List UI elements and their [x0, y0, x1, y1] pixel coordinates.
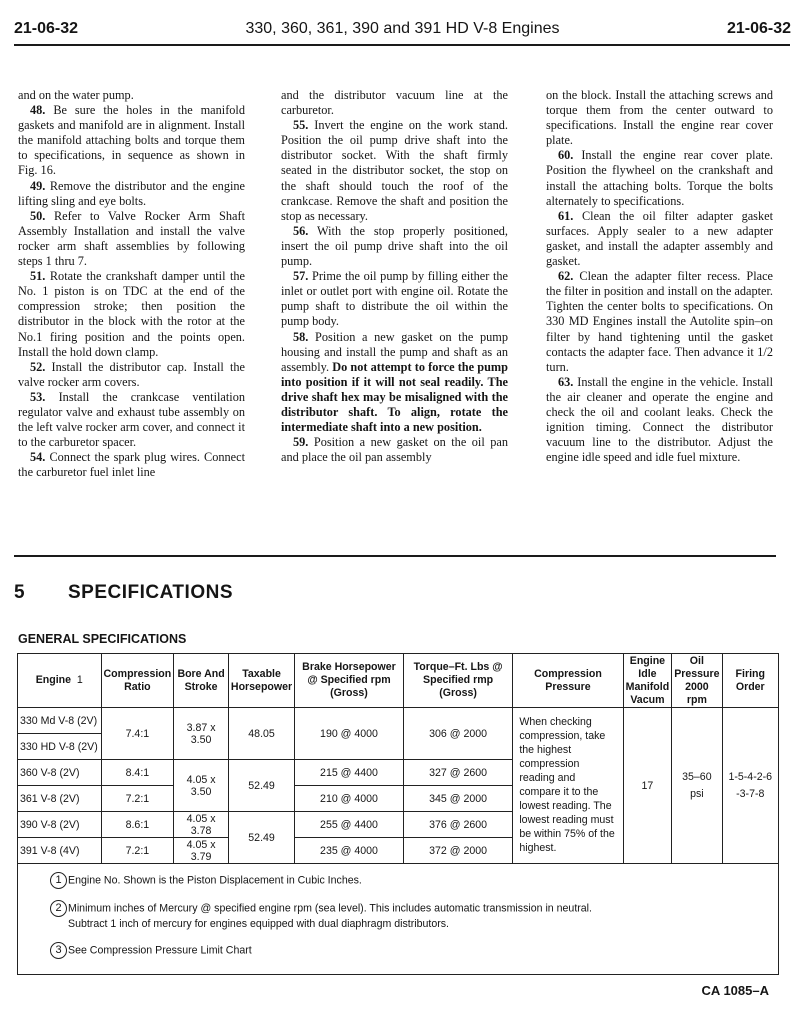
text-column-2 [281, 88, 508, 465]
step-number: 53. [30, 389, 46, 404]
footnote-text: Engine No. Shown is the Piston Displacement in Cubic Inches. [68, 874, 362, 887]
footnote-ref: 1 [76, 674, 83, 686]
step-55 [281, 118, 508, 224]
footnote-text: Subtract 1 inch of mercury for engines equipped with dual diaphragm distributors. [68, 918, 449, 930]
table-footnotes-row [18, 864, 779, 975]
step-text: Connect the spark plug wires. Connect the carburetor fuel inlet line [18, 450, 245, 480]
cell-bore: 4.05 x 3.79 [174, 838, 229, 864]
step-52 [18, 360, 245, 390]
header-rule [14, 44, 790, 46]
cell-taxable: 52.49 [228, 812, 294, 864]
general-specifications-title: GENERAL SPECIFICATIONS [18, 632, 187, 646]
col-header-firing-order: Firing Order [722, 654, 778, 708]
cell-ratio: 8.4:1 [101, 760, 174, 786]
step-text: Refer to Valve Rocker Arm Shaft Assembly Installation and install the valve rocker arm shaft assemblies by following steps 1 thru 7. [18, 208, 245, 269]
step-61 [546, 209, 773, 269]
general-specifications-table [17, 653, 779, 975]
step-49 [18, 179, 245, 209]
cell-brake-hp: 210 @ 4000 [295, 786, 404, 812]
cell-oil-pressure: 35–60 psi [672, 708, 722, 864]
table-row [18, 708, 779, 734]
step-text: Install the crankcase ventilation regulator valve and exhaust tube assembly on the left valve rocker arm cover, and connect it to the carburetor spacer. [18, 389, 245, 450]
cell-torque: 372 @ 2000 [403, 838, 513, 864]
footnote-marker: 1 [50, 872, 67, 889]
cell-engine: 330 HD V-8 (2V) [18, 734, 102, 760]
cell-torque: 376 @ 2600 [403, 812, 513, 838]
cell-firing-order: 1-5-4-2-6-3-7-8 [722, 708, 778, 864]
paragraph: on the block. Install the attaching screws and torque them from the center outward to specifications. Install the engine rear cover plate. [546, 88, 773, 148]
step-63 [546, 375, 773, 466]
col-header-compression-ratio: Compression Ratio [101, 654, 174, 708]
cell-brake-hp: 255 @ 4400 [295, 812, 404, 838]
footnote-1 [50, 872, 778, 889]
cell-compression-note: When checking compression, take the highest compression reading and compare it to the lowest reading. The lowest reading must be within 75% of the highest. [513, 708, 623, 864]
footnote-3 [50, 942, 778, 959]
step-number: 58. [293, 329, 309, 344]
step-48 [18, 103, 245, 178]
cell-taxable: 52.49 [228, 760, 294, 812]
page-number-left: 21-06-32 [14, 20, 79, 37]
footnote-text: Minimum inches of Mercury @ specified engine rpm (sea level). This includes automatic transmission in neutral. [68, 902, 592, 915]
cell-engine: 361 V-8 (2V) [18, 786, 102, 812]
step-51 [18, 269, 245, 360]
step-number: 60. [558, 148, 574, 163]
text-column-3 [546, 88, 773, 465]
col-header-torque: Torque–Ft. Lbs @ Specified rmp (Gross) [403, 654, 513, 708]
step-text: Clean the oil filter adapter gasket surfaces. Apply sealer to a new adapter gasket, and install the adapter assembly and gasket. [546, 208, 773, 269]
cell-brake-hp: 190 @ 4000 [295, 708, 404, 760]
step-56 [281, 224, 508, 269]
table-header-row [18, 654, 779, 708]
cell-engine: 391 V-8 (4V) [18, 838, 102, 864]
cell-ratio: 7.2:1 [101, 838, 174, 864]
figure-code: CA 1085–A [701, 983, 769, 998]
cell-taxable: 48.05 [228, 708, 294, 760]
cell-brake-hp: 215 @ 4400 [295, 760, 404, 786]
step-number: 56. [293, 223, 309, 238]
cell-bore: 4.05 x 3.78 [174, 812, 229, 838]
step-number: 59. [293, 435, 309, 450]
text-column-1 [18, 88, 245, 480]
step-text: Clean the adapter filter recess. Place the filter in position and install on the adapter. Tighten the center bolts to specifications. On 330 MD Engines install the Autolite spin–on filter by hand tightening until the gasket contacts the adapter face. Then advance it 1/2 turn. [546, 269, 773, 374]
col-header-idle-vacuum: Engine Idle Manifold Vacum [623, 654, 672, 708]
step-number: 52. [30, 359, 46, 374]
step-text: Invert the engine on the work stand. Position the oil pump drive shaft into the distributor socket. With the shaft firmly seated in the distributor socket, the stop on the shaft should touch the roof of the crankcase. Remove the shaft and position the stop as necessary. [281, 118, 509, 223]
step-number: 63. [558, 374, 574, 389]
step-62 [546, 269, 773, 375]
cell-torque: 306 @ 2000 [403, 708, 513, 760]
step-text: With the stop properly positioned, insert the oil pump drive shaft into the oil pump. [281, 223, 508, 269]
step-number: 54. [30, 450, 46, 465]
cell-ratio: 8.6:1 [101, 812, 174, 838]
cell-bore: 3.87 x 3.50 [174, 708, 229, 760]
section-title: SPECIFICATIONS [68, 582, 233, 603]
footnote-marker: 2 [50, 900, 67, 917]
section-rule [14, 555, 776, 557]
col-header-engine: Engine 1 [18, 654, 102, 708]
step-text: Position a new gasket on the pump housing and install the pump and shaft as an assembly. [281, 329, 508, 374]
footnote-text: See Compression Pressure Limit Chart [68, 944, 252, 957]
step-number: 61. [558, 208, 574, 223]
cell-engine: 360 V-8 (2V) [18, 760, 102, 786]
step-number: 57. [293, 269, 309, 284]
cell-ratio: 7.4:1 [101, 708, 174, 760]
cell-torque: 327 @ 2600 [403, 760, 513, 786]
footnote-marker: 3 [50, 942, 67, 959]
step-text: Install the distributor cap. Install the valve rocker arm covers. [18, 359, 245, 389]
step-text: Install the engine in the vehicle. Install the air cleaner and operate the engine and check the oil and coolant leaks. Check the ignition timing. Connect the distributor vacuum line to the distributor. Adjust the engine idle speed and idle fuel mixture. [546, 374, 773, 465]
page-number-right: 21-06-32 [726, 20, 791, 37]
step-text: Install the engine rear cover plate. Position the flywheel on the crankshaft and install the attaching bolts. Torque the bolts alternately to specifications. [546, 148, 773, 208]
step-number: 55. [293, 118, 309, 133]
col-header-compression-pressure: Compression Pressure [513, 654, 623, 708]
step-53 [18, 390, 245, 450]
footnote-2 [50, 900, 778, 931]
paragraph: and on the water pump. [18, 88, 134, 102]
cell-bore: 4.05 x 3.50 [174, 760, 229, 812]
cell-ratio: 7.2:1 [101, 786, 174, 812]
page-title: 330, 360, 361, 390 and 391 HD V-8 Engines [245, 20, 560, 37]
cell-idle-vacuum: 17 [623, 708, 672, 864]
step-number: 62. [558, 269, 574, 284]
step-text: Be sure the holes in the manifold gaskets and manifold are in alignment. Install the manifold attaching bolts and torque them to specifications, in sequence as shown in Fig. 16. [18, 103, 245, 178]
step-59 [281, 435, 508, 465]
section-heading [14, 582, 233, 604]
step-text: Rotate the crankshaft damper until the No. 1 piston is on TDC at the end of the compression stroke; then position the distributor in the block with the rotor at the No.1 firing position and the points open. Install the hold down clamp. [18, 269, 245, 359]
table-footnotes [18, 864, 779, 975]
cell-engine: 390 V-8 (2V) [18, 812, 102, 838]
step-text: Remove the distributor and the engine lifting sling and eye bolts. [18, 178, 246, 208]
step-number: 48. [30, 103, 46, 118]
cell-engine: 330 Md V-8 (2V) [18, 708, 102, 734]
caution-text: Do not attempt to force the pump into position if it will not seal readily. The drive shaft hex may be misaligned with the distributor shaft. To align, rotate the intermediate shaft into a new position. [281, 359, 508, 435]
step-60 [546, 148, 773, 208]
step-text: Prime the oil pump by filling either the inlet or outlet port with engine oil. Rotate the pump shaft to distribute the oil within the pump body. [281, 269, 508, 329]
step-number: 49. [30, 178, 46, 193]
paragraph: and the distributor vacuum line at the carburetor. [281, 88, 508, 118]
step-57 [281, 269, 508, 329]
step-54 [18, 450, 245, 480]
cell-brake-hp: 235 @ 4000 [295, 838, 404, 864]
section-number: 5 [14, 582, 26, 603]
step-text: Position a new gasket on the oil pan and place the oil pan assembly [281, 435, 508, 465]
step-number: 50. [30, 208, 46, 223]
step-number: 51. [30, 269, 46, 284]
step-58 [281, 330, 508, 436]
cell-torque: 345 @ 2000 [403, 786, 513, 812]
col-header-oil-pressure: Oil Pressure 2000 rpm [672, 654, 722, 708]
col-header-brake-hp: Brake Horsepower @ Specified rpm (Gross) [295, 654, 404, 708]
col-header-taxable-hp: Taxable Horsepower [228, 654, 294, 708]
step-50 [18, 209, 245, 269]
col-header-bore-stroke: Bore And Stroke [174, 654, 229, 708]
